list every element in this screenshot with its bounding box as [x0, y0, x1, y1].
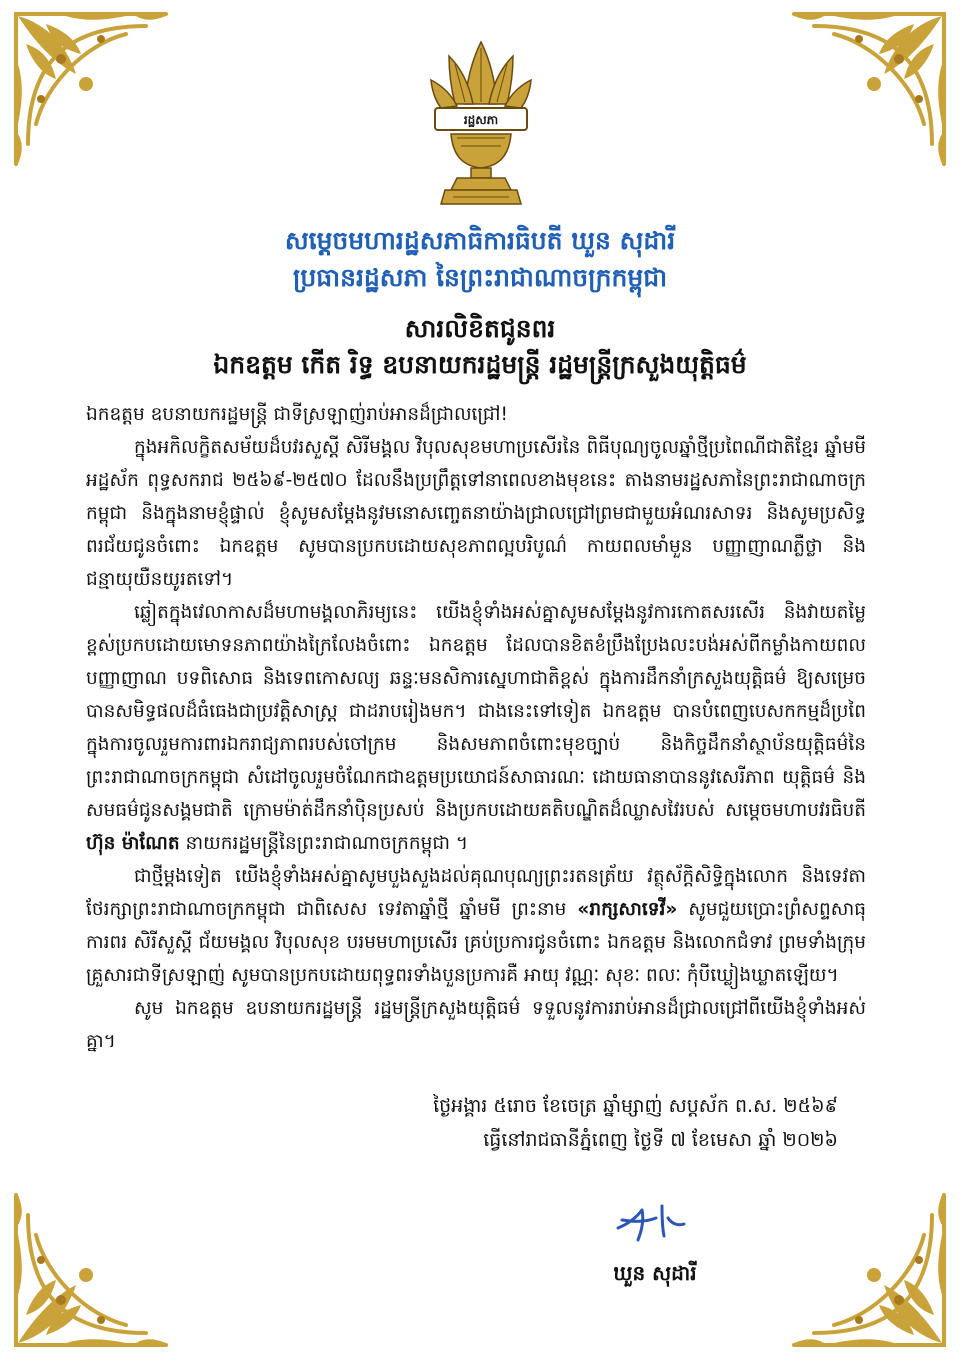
letter-recipient: ឯកឧត្តម កើត រិទ្ធ ឧបនាយករដ្ឋមន្ត្រី រដ្ឋមន្ត្រីក្រសួងយុត្តិធម៌ — [213, 350, 747, 379]
signature — [612, 1196, 692, 1246]
paragraph-2-text: ឆ្លៀតក្នុងវេលាកាសដ៏មហាមង្គលាភិរម្យនេះ យើងខ្ញុំទាំងអស់គ្នាសូមសម្តែងនូវការកោតសរសើរ និងវាយតម្លៃខ្ពស់ប្រកបដោយមោទនភាពយ៉ាងក្រៃលែងចំពោះ ឯកឧត្តម ដែលបានខិតខំប្រឹងប្រែងលះបង់អស់ពីកម្លាំងកាយពល បញ្ញាញាណ បទពិសោធ និងទេពកោសល្យ ឆន្ទៈមនសិការស្នេហាជាតិខ្ពស់ ក្នុងការដឹកនាំក្រសួងយុត្តិធម៌ ឱ្យសម្រេចបានសមិទ្ធផលដ៏ធំធេងជាប្រវត្តិសាស្ត្រ ជាដរាបរៀងមក។ ជាងនេះទៅទៀត ឯកឧត្តម បានបំពេញបេសកកម្មដ៏ប្រពៃក្នុងការចូលរួមការពារឯករាជ្យភាពរបស់ចៅក្រម និងសមភាពចំពោះមុខច្បាប់ និងកិច្ចដឹកនាំស្ថាប័នយុត្តិធម៌នៃព្រះរាជាណាចក្រកម្ពុជា សំដៅចូលរួមចំណែកជាឧត្តមប្រយោជន៍សាធារណៈ ដោយធានាបាននូវសេរីភាព យុត្តិធម៌ និងសមធម៌ជូនសង្គមជាតិ ក្រោមម៉ាត់ដឹកនាំប៉ិនប្រសប់ និងប្រកបដោយគតិបណ្ឌិតដ៏ឈ្លាសវៃរបស់ សម្តេចមហាបវរធិបតី — [86, 602, 866, 821]
paragraph-4: សូម ឯកឧត្តម ឧបនាយករដ្ឋមន្ត្រី រដ្ឋមន្ត្រីក្រសួងយុត្តិធម៌ ទទួលនូវការរាប់អានដ៏ជ្រាលជ្រៅពីយើងខ្ញុំទាំងអស់គ្នា។ — [86, 998, 866, 1052]
emblem-banner-text: រដ្ឋសភា — [463, 113, 499, 127]
paragraph-3-tail: សូមជួយប្រោះព្រំសព្ទសាធុការពរ សិរីសួស្តី ជ័យមង្គល វិបុលសុខ បរមមហាប្រសើរ គ្រប់ប្រការជូនចំពោះ ឯកឧត្តម និងលោកជំទាវ ព្រមទាំងក្រុមគ្រួសារជាទីស្រឡាញ់ សូមបានប្រកបដោយពុទ្ធពរទាំងបួនប្រការគឺ អាយុ វណ្ណៈ សុខៈ ពលៈ កុំបីឃ្លៀងឃ្លាតឡើយ។ — [86, 899, 866, 986]
corner-ornament-top-right — [784, 4, 954, 174]
letter-subject: សារលិខិតជូនពរ — [404, 314, 556, 343]
solar-date: ធ្វើនៅរាជធានីភ្នំពេញ ថ្ងៃទី ៧ ខែមេសា ឆ្នាំ ២០២៦ — [483, 1129, 838, 1151]
corner-ornament-top-left — [6, 4, 176, 174]
paragraph-3-text: ជាថ្មីម្តងទៀត យើងខ្ញុំទាំងអស់គ្នាសូមបួងសួងដល់គុណបុណ្យព្រះរតនត្រ័យ វត្ថុស័ក្តិសិទ្ធិក្នុងលោក និងទេវតាថែរក្សាព្រះរាជាណាចក្រកម្ពុជា ជាពិសេស ទេវតាឆ្នាំថ្មី ឆ្នាំមមី ព្រះនាម — [86, 866, 866, 920]
letter-body — [86, 398, 866, 1058]
national-assembly-emblem — [425, 38, 537, 216]
new-year-angel-name: «រាក្សសាទេវី» — [577, 899, 678, 920]
sender-title: ប្រធានរដ្ឋសភា នៃព្រះរាជាណាចក្រកម្ពុជា — [292, 263, 668, 292]
sender-name: សម្តេចមហារដ្ឋសភាធិការធិបតី ឃួន សុដារី — [284, 226, 676, 255]
signer-name: ឃួន សុដារី — [613, 1261, 697, 1285]
corner-ornament-bottom-left — [6, 1185, 176, 1355]
paragraph-2 — [86, 596, 866, 860]
paragraph-1: ក្នុងអកិលក្ខិតសម័យដ៏បវរសួស្តី សិរីមង្គល វិបុលសុខមហាប្រសើរនៃ ពិធីបុណ្យចូលឆ្នាំថ្មីប្រពៃណីជាតិខ្មែរ ឆ្នាំមមី អដ្ឋស័ក ពុទ្ធសករាជ ២៥៦៩-២៥៧០ ដែលនឹងប្រព្រឹត្តទៅនាពេលខាងមុខនេះ តាងនាមរដ្ឋសភានៃព្រះរាជាណាចក្រកម្ពុជា និងក្នុងនាមខ្ញុំផ្ទាល់ ខ្ញុំសូមសម្តែងនូវមនោសញ្ចេតនាយ៉ាងជ្រាលជ្រៅព្រមជាមួយអំណរសាទរ និងសូមប្រសិទ្ធពរជ័យជូនចំពោះ ឯកឧត្តម សូមបានប្រកបដោយសុខភាពល្អបរិបូណ៌ កាយពលមាំមួន បញ្ញាញាណភ្លឺថ្លា និងជន្មាយុយឺនយូរតទៅ។ — [86, 437, 866, 590]
salutation: ឯកឧត្តម ឧបនាយករដ្ឋមន្ត្រី ជាទីស្រឡាញ់រាប់អានដ៏ជ្រាលជ្រៅ! — [86, 404, 508, 425]
lunar-date: ថ្ងៃអង្គារ ៥រោច ខែចេត្រ ឆ្នាំម្សាញ់ សប្តស័ក ព.ស. ២៥៦៩ — [433, 1095, 838, 1117]
prime-minister-name: ហ៊ុន ម៉ាណែត — [86, 833, 180, 854]
corner-ornament-bottom-right — [784, 1185, 954, 1355]
paragraph-2-tail: នាយករដ្ឋមន្ត្រីនៃព្រះរាជាណាចក្រកម្ពុជា ។ — [185, 833, 469, 854]
paragraph-3 — [86, 860, 866, 992]
